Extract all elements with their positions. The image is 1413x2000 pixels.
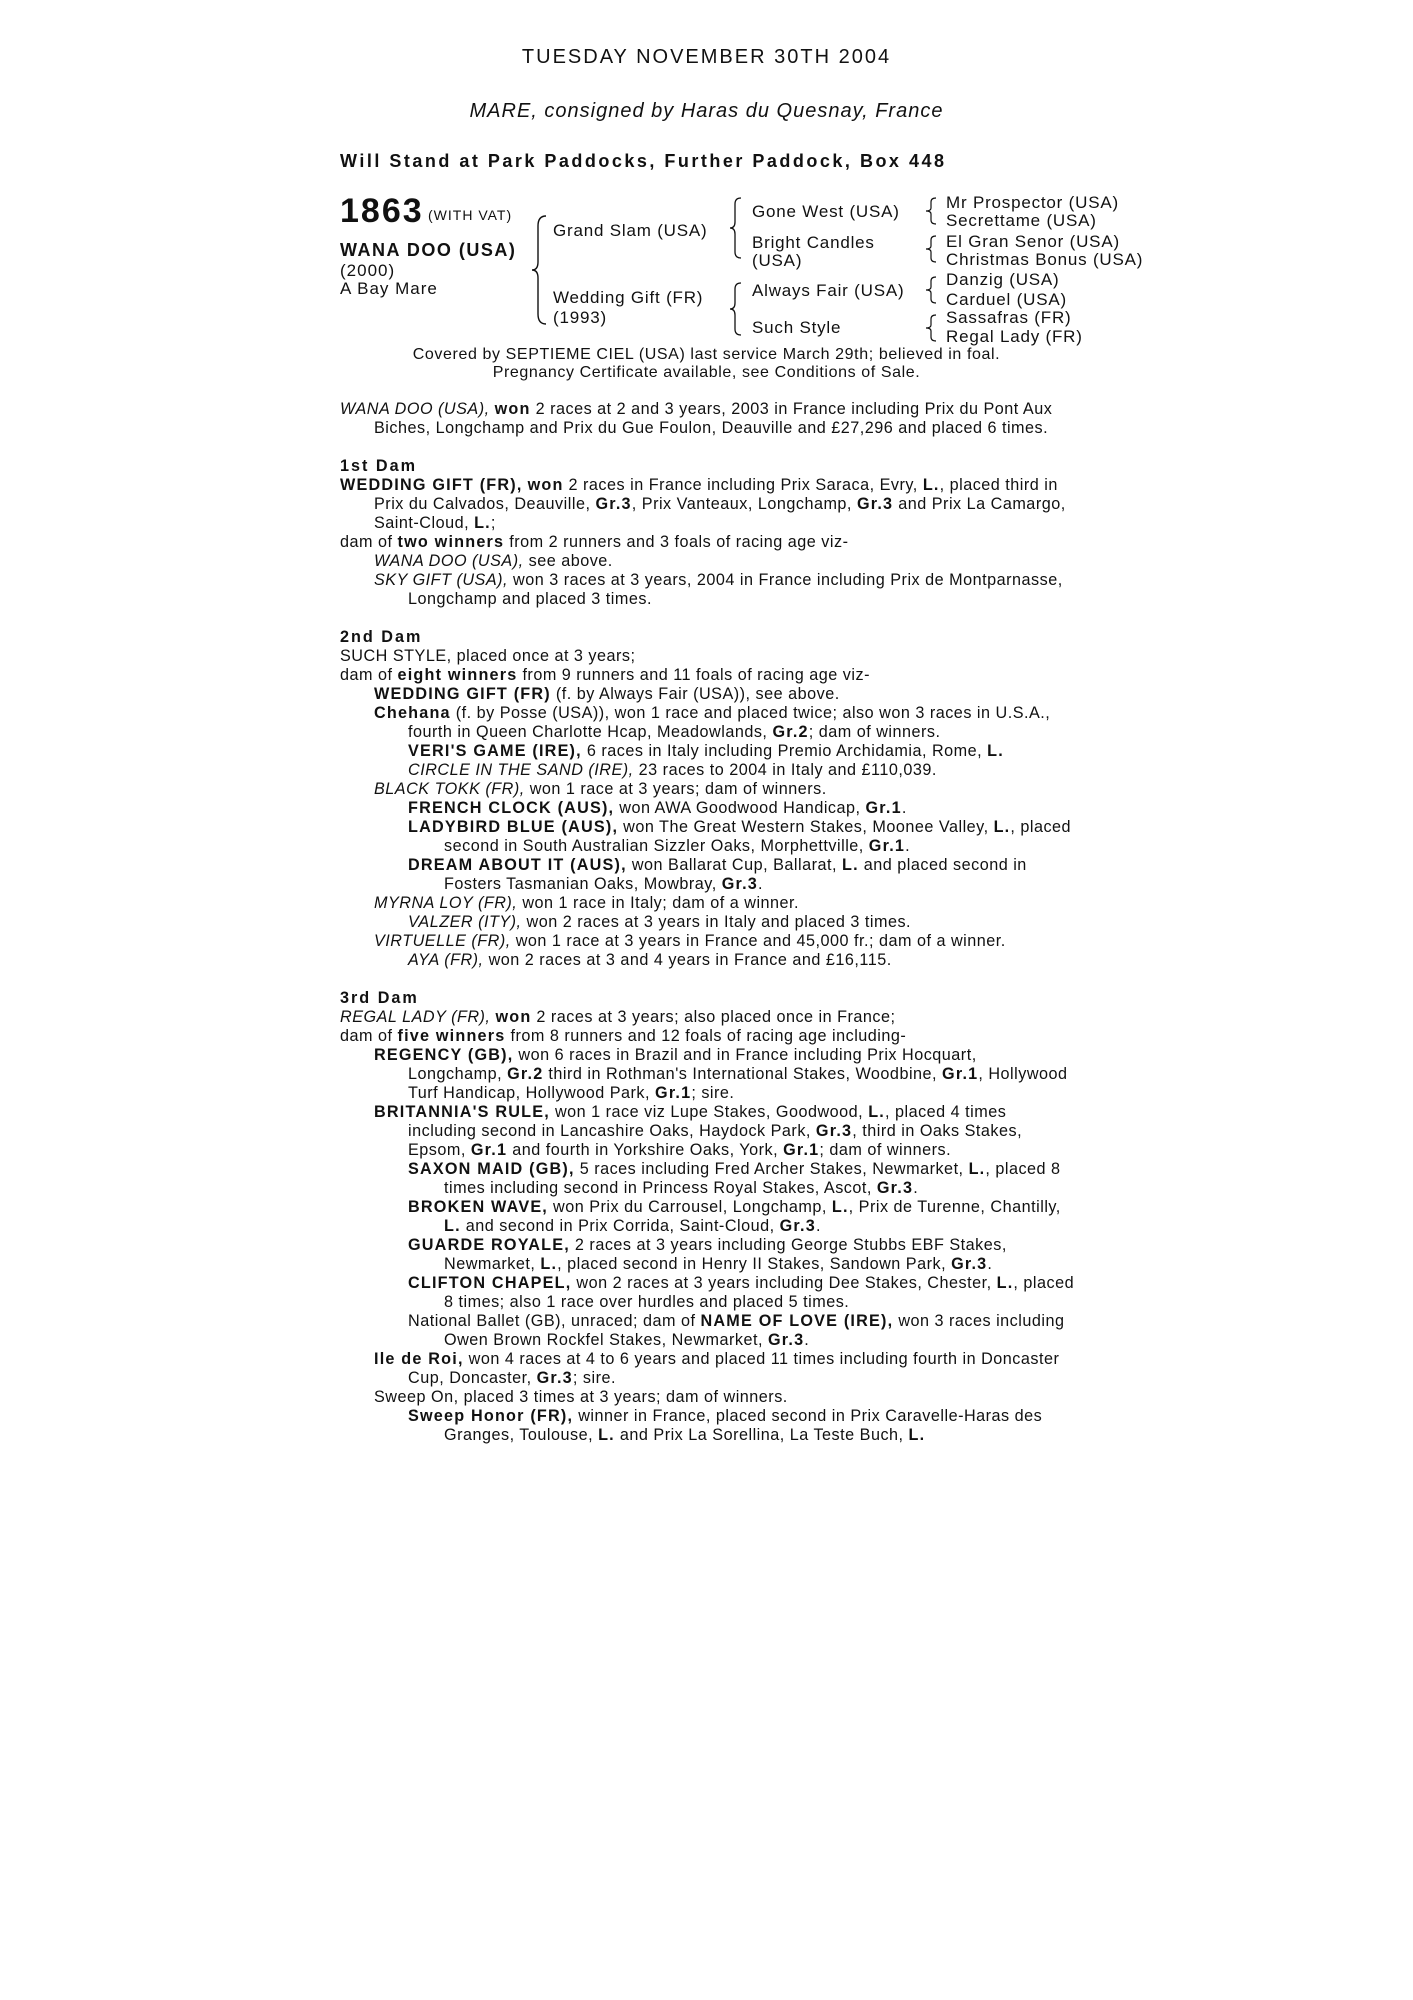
produce-name: DREAM ABOUT IT (AUS),: [408, 856, 627, 874]
pedigree-ggp: Carduel (USA): [946, 290, 1067, 309]
listed-label: L.: [868, 1103, 885, 1121]
grade-label: Gr.3: [595, 495, 632, 513]
grade-label: Gr.1: [942, 1065, 979, 1083]
record-text: ; sire.: [691, 1084, 735, 1102]
horse-year: (2000): [340, 261, 396, 280]
produce-entry: [340, 856, 1075, 894]
pedigree-brace-sire: [728, 196, 744, 260]
produce-name: WEDDING GIFT (FR): [374, 685, 551, 703]
produce-entry: [340, 704, 1075, 742]
produce-name: Sweep Honor (FR),: [408, 1407, 574, 1425]
listed-label: L.: [908, 1426, 926, 1444]
record-text: and fourth in Yorkshire Oaks, York,: [512, 1141, 779, 1159]
produce-entry: LADYBIRD BLUE (AUS), won The Great Western Stakes, Moonee Valley, L., placed second in South Australian Sizzler Oaks, Morphettville, Gr.1.: [408, 818, 1072, 855]
pedigree-ggp: El Gran Senor (USA): [946, 232, 1120, 251]
first-dam-record: WEDDING GIFT (FR), won 2 races in France including Prix Saraca, Evry, L., placed third in Prix du Calvados, Deauville, Gr.3, Prix Vanteaux, Longchamp, Gr.3 and Prix La Camargo, Saint-Cloud, L.;: [340, 476, 1066, 532]
record-text: placed third in Prix du Calvados, Deauville,: [374, 476, 1058, 513]
third-dam-heading: 3rd Dam: [340, 989, 419, 1007]
produce-name: Chehana: [374, 704, 451, 722]
produce-entry: SAXON MAID (GB), 5 races including Fred Archer Stakes, Newmarket, L., placed 8 times including second in Princess Royal Stakes, Ascot, Gr.3.: [408, 1160, 1061, 1197]
produce-entry: BRITANNIA'S RULE, won 1 race viz Lupe Stakes, Goodwood, L., placed 4 times including second in Lancashire Oaks, Haydock Park, Gr.3, third in Oaks Stakes, Epsom, Gr.1 and fourth in Yorkshire Oaks, York, Gr.1; dam of winners.: [374, 1103, 1023, 1159]
grade-label: Gr.2: [772, 723, 809, 741]
second-dam-produce: [340, 666, 1075, 685]
record-text: placed 8 times; also 1 race over hurdles and placed 5 times.: [444, 1274, 1075, 1311]
produce-entry: [340, 1312, 1075, 1350]
produce-entry: GUARDE ROYALE, 2 races at 3 years including George Stubbs EBF Stakes, Newmarket, L., placed second in Henry II Stakes, Sandown Park, Gr.3.: [408, 1236, 1007, 1273]
record-text: (f. by Always Fair (USA)), see above.: [555, 685, 840, 703]
record-text: .: [901, 799, 907, 817]
produce-name: SAXON MAID (GB),: [408, 1160, 575, 1178]
record-text: .: [804, 1331, 810, 1349]
record-text: placed 8 times including second in Princess Royal Stakes, Ascot,: [444, 1160, 1061, 1197]
first-dam-name: WEDDING GIFT (FR),: [340, 476, 523, 494]
grade-label: Gr.3: [951, 1255, 988, 1273]
produce-entry: [340, 951, 1075, 970]
stand-location: Will Stand at Park Paddocks, Further Paddock, Box 448: [340, 151, 947, 171]
record-text: 2 races at 3 years including George Stubbs EBF Stakes, Newmarket,: [444, 1236, 1007, 1273]
pedigree-dam-year: (1993): [553, 308, 607, 327]
consignor-line: MARE, consigned by Haras du Quesnay, France: [469, 100, 944, 122]
record-text: and Prix La Camargo, Saint-Cloud,: [374, 495, 1066, 532]
record-text: won Ballarat Cup, Ballarat,: [631, 856, 837, 874]
horse-record: [340, 400, 1075, 438]
record-text: won 1 race viz Lupe Stakes, Goodwood,: [554, 1103, 864, 1121]
record-text: Prix de Turenne, Chantilly,: [858, 1198, 1061, 1216]
second-dam-record: SUCH STYLE, placed once at 3 years;: [340, 647, 636, 665]
produce-entry: [340, 571, 1075, 609]
record-text: ; sire.: [572, 1369, 616, 1387]
listed-label: L.: [968, 1160, 986, 1178]
listed-label: L.: [598, 1426, 615, 1444]
listed-label: L.: [831, 1198, 849, 1216]
produce-entry: Sweep On, placed 3 times at 3 years; dam of winners.: [374, 1388, 788, 1406]
catalogue-body: [340, 400, 1075, 1445]
produce-entry: BROKEN WAVE, won Prix du Carrousel, Longchamp, L., Prix de Turenne, Chantilly, L. and second in Prix Corrida, Saint-Cloud, Gr.3.: [408, 1198, 1061, 1235]
record-text: Prix Vanteaux, Longchamp,: [641, 495, 852, 513]
record-text: .: [913, 1179, 919, 1197]
first-dam-produce: [340, 533, 1075, 552]
won-label: won: [495, 1008, 532, 1026]
horse-record-text: 2 races at 2 and 3 years, 2003 in France including Prix du Pont Aux Biches, Longchamp and Prix du Gue Foulon, Deauville and £27,296 and placed 6 times.: [374, 400, 1053, 437]
grade-label: Gr.3: [856, 495, 894, 513]
produce-name: GUARDE ROYALE,: [408, 1236, 570, 1254]
produce-entry: [340, 894, 1075, 913]
record-text: winner in France, placed second in Prix Caravelle-Haras des Granges, Toulouse,: [444, 1407, 1043, 1444]
grade-label: Gr.1: [868, 837, 906, 855]
pedigree-dam-dam: Such Style: [752, 318, 842, 337]
produce-entry: [340, 1407, 1075, 1445]
record-text: 6 races in Italy including Premio Archidamia, Rome,: [586, 742, 983, 760]
record-text: won The Great Western Stakes, Moonee Valley,: [623, 818, 989, 836]
record-text: ; dam of winners.: [808, 723, 941, 741]
grade-label: Gr.1: [655, 1084, 692, 1102]
pedigree-brace-main: [530, 214, 550, 326]
pedigree-sire-sire: Gone West (USA): [752, 202, 900, 221]
record-text: and Prix La Sorellina, La Teste Buch,: [619, 1426, 904, 1444]
pedigree-ggp: Mr Prospector (USA): [946, 193, 1119, 212]
produce-name: AYA (FR),: [408, 951, 484, 969]
listed-label: L.: [474, 514, 491, 532]
produce-entry: REGENCY (GB), won 6 races in Brazil and in France including Prix Hocquart, Longchamp, Gr.2 third in Rothman's International Stakes, Woodbine, Gr.1, Hollywood Turf Handicap, Hollywood Park, Gr.1; sire.: [374, 1046, 1068, 1102]
listed-label: L.: [540, 1255, 558, 1273]
grade-label: Gr.3: [779, 1217, 816, 1235]
produce-entry: [340, 685, 1075, 704]
record-text: won Prix du Carrousel, Longchamp,: [553, 1198, 827, 1216]
horse-name: WANA DOO (USA): [340, 240, 517, 260]
pedigree-brace-gone-west: [924, 196, 938, 226]
produce-name: FRENCH CLOCK (AUS),: [408, 799, 615, 817]
grade-label: Gr.1: [865, 799, 902, 817]
record-text: third in Rothman's International Stakes, Woodbine,: [548, 1065, 938, 1083]
pedigree-ggp: Christmas Bonus (USA): [946, 250, 1144, 269]
produce-name: VIRTUELLE (FR),: [374, 932, 511, 950]
pregnancy-note: Pregnancy Certificate available, see Conditions of Sale.: [492, 364, 921, 381]
produce-name: NAME OF LOVE (IRE),: [700, 1312, 894, 1330]
record-text: won 2 races at 3 and 4 years in France and £16,115.: [488, 951, 892, 969]
grade-label: Gr.3: [721, 875, 759, 893]
record-text: won 3 races at 3 years, 2004 in France including Prix de Montparnasse, Longchamp and placed 3 times.: [408, 571, 1063, 608]
grade-label: Gr.3: [876, 1179, 914, 1197]
produce-name: CIRCLE IN THE SAND (IRE),: [408, 761, 634, 779]
pedigree-ggp: Sassafras (FR): [946, 308, 1072, 327]
third-dam-record: [340, 1008, 1075, 1027]
produce-entry: [340, 799, 1075, 818]
record-text: won AWA Goodwood Handicap,: [619, 799, 861, 817]
listed-label: L.: [444, 1217, 461, 1235]
pedigree-brace-dam: [728, 281, 744, 337]
record-text: see above.: [528, 552, 613, 570]
record-text: placed 4 times including second in Lancashire Oaks, Haydock Park,: [408, 1103, 1007, 1140]
record-text: 2 races in France including Prix Saraca, Evry,: [568, 476, 918, 494]
produce-entry: [340, 552, 1075, 571]
record-text: won 6 races in Brazil and in France including Prix Hocquart, Longchamp,: [408, 1046, 977, 1083]
record-text: ; dam of winners.: [819, 1141, 952, 1159]
third-dam-name: REGAL LADY (FR),: [340, 1008, 491, 1026]
record-text: 5 races including Fred Archer Stakes, Newmarket,: [579, 1160, 964, 1178]
record-text: and second in Prix Corrida, Saint-Cloud,: [465, 1217, 775, 1235]
record-text: won 1 race at 3 years; dam of winners.: [529, 780, 827, 798]
winners-count: eight winners: [397, 666, 518, 684]
horse-record-name: WANA DOO (USA),: [340, 400, 490, 418]
produce-name: VERI'S GAME (IRE),: [408, 742, 582, 760]
record-text: dam of: [340, 1027, 393, 1045]
third-dam-produce: [340, 1027, 1075, 1046]
listed-label: L.: [842, 856, 859, 874]
produce-name: Ile de Roi,: [374, 1350, 464, 1368]
pedigree-brace-such-style: [924, 313, 938, 343]
grade-label: Gr.1: [783, 1141, 820, 1159]
record-text: from 9 runners and 11 foals of racing age viz-: [522, 666, 870, 684]
horse-description: A Bay Mare: [340, 279, 438, 298]
produce-entry: [340, 1350, 1075, 1388]
pedigree-brace-always-fair: [924, 275, 938, 305]
record-text: dam of: [340, 666, 393, 684]
record-text: ;: [490, 514, 496, 532]
record-text: .: [905, 837, 911, 855]
grade-label: Gr.3: [536, 1369, 573, 1387]
produce-name: MYRNA LOY (FR),: [374, 894, 518, 912]
record-text: 2 races at 3 years; also placed once in France;: [536, 1008, 896, 1026]
winners-count: five winners: [397, 1027, 506, 1045]
second-dam-heading: 2nd Dam: [340, 628, 423, 646]
pedigree-sire-dam-country: (USA): [752, 251, 803, 270]
won-label: won: [494, 400, 531, 418]
record-text: .: [758, 875, 764, 893]
record-text: .: [815, 1217, 821, 1235]
lot-number: 1863: [340, 192, 424, 230]
produce-name: BROKEN WAVE,: [408, 1198, 549, 1216]
record-text: won 4 races at 4 to 6 years and placed 11 times including fourth in Doncaster Cup, Doncaster,: [408, 1350, 1060, 1387]
record-text: dam of: [340, 533, 393, 551]
record-text: and placed second in Fosters Tasmanian Oaks, Mowbray,: [444, 856, 1027, 893]
record-text: from 8 runners and 12 foals of racing age including-: [510, 1027, 907, 1045]
pedigree-ggp: Regal Lady (FR): [946, 327, 1083, 346]
produce-entry: [340, 761, 1075, 780]
produce-entry: CLIFTON CHAPEL, won 2 races at 3 years including Dee Stakes, Chester, L., placed 8 times; also 1 race over hurdles and placed 5 times.: [408, 1274, 1075, 1311]
grade-label: Gr.1: [470, 1141, 508, 1159]
record-text: third in Oaks Stakes, Epsom,: [408, 1122, 1023, 1159]
grade-label: Gr.3: [767, 1331, 805, 1349]
listed-label: L.: [993, 818, 1011, 836]
vat-note: (WITH VAT): [428, 207, 513, 223]
record-text: from 2 runners and 3 foals of racing age viz-: [509, 533, 849, 551]
grade-label: Gr.3: [815, 1122, 853, 1140]
pedigree-dam-sire: Always Fair (USA): [752, 281, 905, 300]
listed-label: L.: [922, 476, 940, 494]
won-label: won: [527, 476, 564, 494]
produce-name: SKY GIFT (USA),: [374, 571, 509, 589]
listed-label: L.: [996, 1274, 1014, 1292]
record-text: 23 races to 2004 in Italy and £110,039.: [638, 761, 937, 779]
record-text: Hollywood Turf Handicap, Hollywood Park,: [408, 1065, 1068, 1102]
pedigree-sire: Grand Slam (USA): [553, 221, 708, 240]
listed-label: L.: [987, 742, 1004, 760]
produce-entry: [340, 742, 1075, 761]
record-text: (f. by Posse (USA)), won 1 race and placed twice; also won 3 races in U.S.A., fourth in Queen Charlotte Hcap, Meadowlands,: [408, 704, 1051, 741]
record-text: won 1 race in Italy; dam of a winner.: [522, 894, 800, 912]
first-dam-heading: 1st Dam: [340, 457, 417, 475]
produce-entry: [340, 932, 1075, 951]
record-text: won 1 race at 3 years in France and 45,000 fr.; dam of a winner.: [515, 932, 1006, 950]
pedigree-dam: Wedding Gift (FR): [553, 288, 704, 307]
record-text: National Ballet (GB), unraced; dam of: [408, 1312, 696, 1330]
record-text: won 2 races at 3 years including Dee Stakes, Chester,: [576, 1274, 992, 1292]
produce-name: WANA DOO (USA),: [374, 552, 524, 570]
covered-note: Covered by SEPTIEME CIEL (USA) last service March 29th; believed in foal.: [412, 346, 1001, 363]
produce-entry: [340, 913, 1075, 932]
grade-label: Gr.2: [507, 1065, 544, 1083]
record-text: won 2 races at 3 years in Italy and placed 3 times.: [526, 913, 912, 931]
record-text: .: [987, 1255, 993, 1273]
pedigree-ggp: Danzig (USA): [946, 270, 1060, 289]
pedigree-sire-dam: Bright Candles: [752, 233, 875, 252]
produce-name: VALZER (ITY),: [408, 913, 522, 931]
produce-name: REGENCY (GB),: [374, 1046, 514, 1064]
record-text: won 3 races including Owen Brown Rockfel Stakes, Newmarket,: [444, 1312, 1065, 1349]
produce-name: BLACK TOKK (FR),: [374, 780, 525, 798]
record-text: placed second in South Australian Sizzler Oaks, Morphettville,: [444, 818, 1072, 855]
pedigree-brace-bright-candles: [924, 234, 938, 264]
produce-name: CLIFTON CHAPEL,: [408, 1274, 572, 1292]
produce-name: BRITANNIA'S RULE,: [374, 1103, 550, 1121]
pedigree-ggp: Secrettame (USA): [946, 211, 1097, 230]
sale-date: TUESDAY NOVEMBER 30TH 2004: [521, 46, 892, 68]
record-text: placed second in Henry II Stakes, Sandown Park,: [567, 1255, 947, 1273]
produce-entry: [340, 780, 1075, 799]
produce-name: LADYBIRD BLUE (AUS),: [408, 818, 619, 836]
winners-count: two winners: [397, 533, 505, 551]
